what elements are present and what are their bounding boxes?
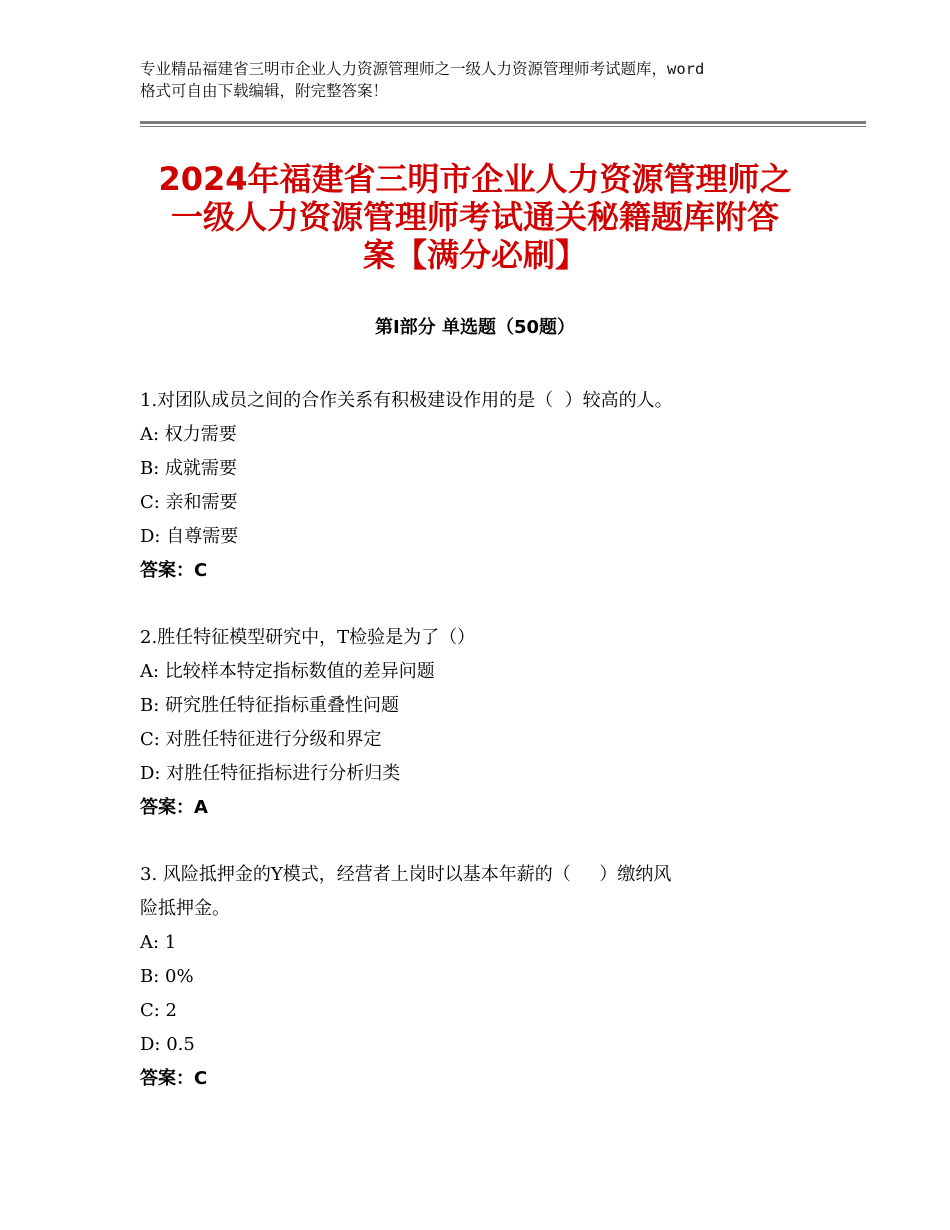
question-1-option-d: D: 自尊需要 — [140, 526, 239, 547]
question-2-answer: 答案：A — [140, 797, 208, 818]
document-header-note — [140, 58, 830, 102]
section-title: 第Ⅰ部分 单选题（50题） — [374, 317, 575, 338]
question-2-option-b: B: 研究胜任特征指标重叠性问题 — [140, 695, 400, 716]
question-3-option-a: A: 1 — [140, 932, 177, 953]
question-2-text: 2.胜任特征模型研究中，T检验是为了（） — [140, 627, 476, 648]
question-1-option-b: B: 成就需要 — [140, 458, 238, 479]
document-title-line-3: 案【满分必刷】 — [362, 236, 587, 274]
question-1-answer: 答案：C — [140, 560, 208, 581]
question-3 — [140, 858, 840, 1096]
document-title-line-1: 2024年福建省三明市企业人力资源管理师之 — [158, 160, 792, 198]
question-3-option-c: C: 2 — [140, 1000, 178, 1021]
question-1-option-a: A: 权力需要 — [140, 424, 237, 445]
question-2-option-c: C: 对胜任特征进行分级和界定 — [140, 729, 382, 750]
header-divider-thin — [140, 126, 866, 127]
header-note-line-2: 格式可自由下载编辑，附完整答案！ — [140, 82, 389, 100]
question-2 — [140, 621, 840, 825]
question-1-text: 1.对团队成员之间的合作关系有积极建设作用的是（ ）较高的人。 — [140, 390, 673, 411]
question-3-option-b: B: 0% — [140, 966, 194, 987]
question-3-option-d: D: 0.5 — [140, 1034, 195, 1055]
question-2-option-d: D: 对胜任特征指标进行分析归类 — [140, 763, 401, 784]
question-2-option-a: A: 比较样本特定指标数值的差异问题 — [140, 661, 435, 682]
question-3-text-line-1: 3. 风险抵押金的Y模式，经营者上岗时以基本年薪的（ ）缴纳风 — [140, 864, 672, 885]
question-3-answer: 答案：C — [140, 1068, 208, 1089]
header-note-line-1: 专业精品福建省三明市企业人力资源管理师之一级人力资源管理师考试题库，word — [140, 60, 705, 78]
document-title-line-2: 一级人力资源管理师考试通关秘籍题库附答 — [170, 198, 779, 236]
document-title — [130, 160, 820, 274]
question-1 — [140, 384, 840, 588]
header-divider-thick — [140, 121, 866, 124]
question-1-option-c: C: 亲和需要 — [140, 492, 238, 513]
question-3-text-line-2: 险抵押金。 — [140, 898, 230, 919]
